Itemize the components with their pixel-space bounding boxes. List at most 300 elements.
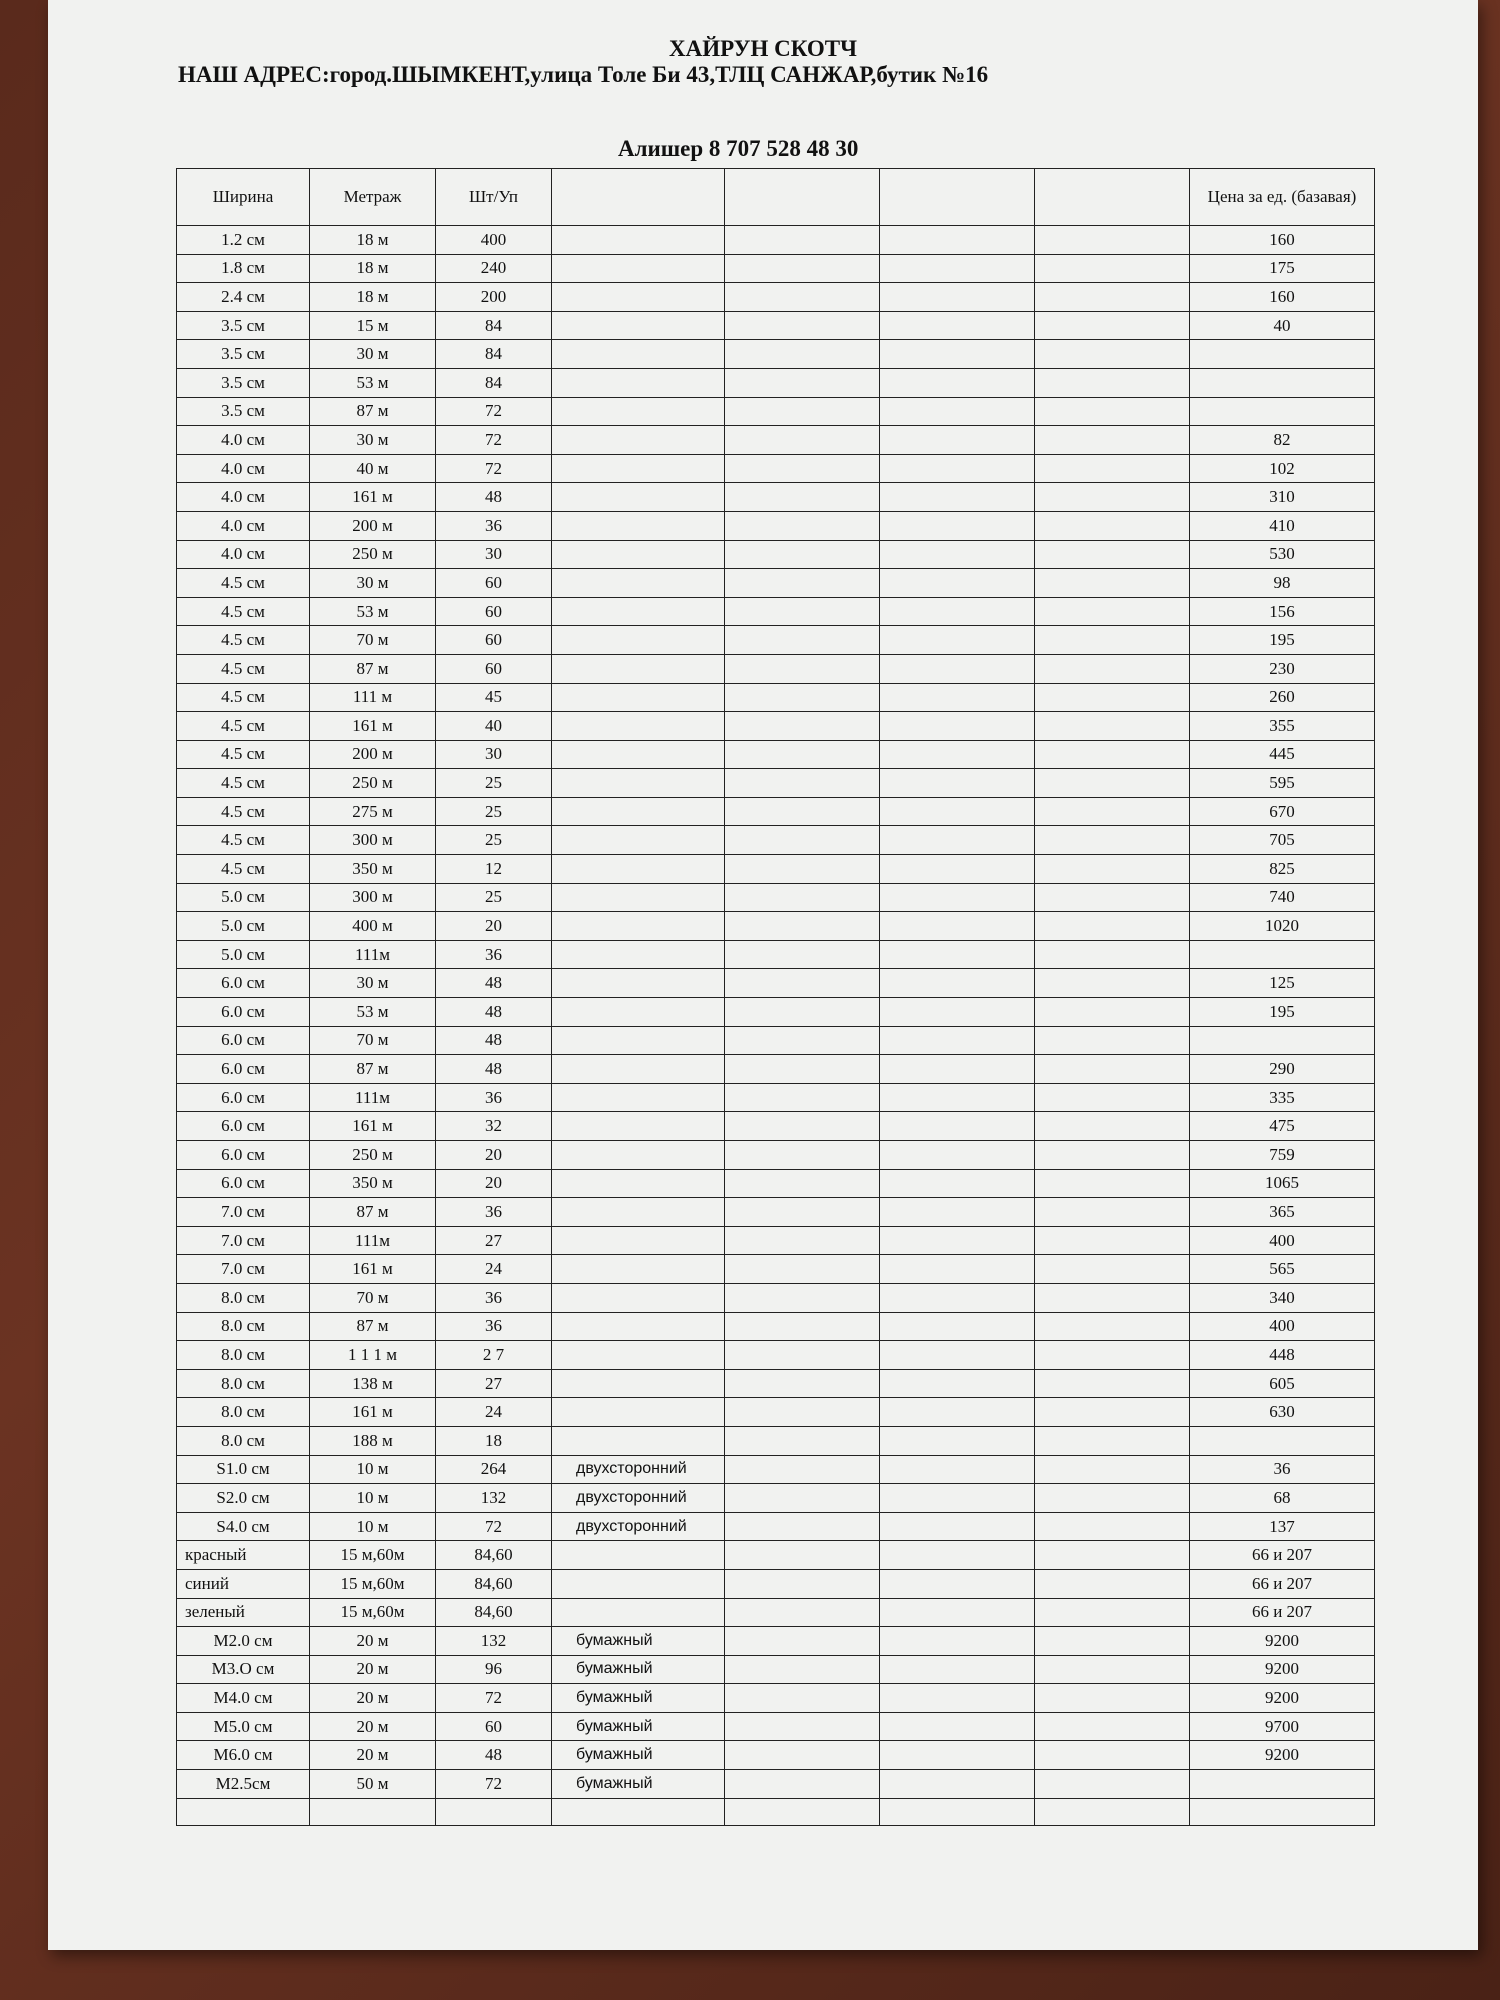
table-cell [725,769,880,798]
table-cell [725,1083,880,1112]
table-cell: 72 [436,1684,552,1713]
table-cell: 48 [436,998,552,1027]
table-cell: 60 [436,597,552,626]
table-cell [725,1255,880,1284]
table-cell: 72 [436,1770,552,1799]
table-cell [1035,226,1190,255]
table-row [177,1112,1375,1141]
table-cell [1035,883,1190,912]
table-row [177,969,1375,998]
column-header: Метраж [310,169,436,226]
table-row [177,998,1375,1027]
table-cell: 355 [1190,712,1375,741]
table-cell [1190,1798,1375,1825]
table-cell [1035,311,1190,340]
table-cell: 565 [1190,1255,1375,1284]
table-cell: 6.0 см [177,1112,310,1141]
table-row [177,683,1375,712]
table-cell: 10 м [310,1455,436,1484]
table-cell [880,368,1035,397]
table-cell: 84 [436,340,552,369]
table-row [177,254,1375,283]
table-row [177,1055,1375,1084]
table-row [177,1169,1375,1198]
table-cell [725,1026,880,1055]
table-row [177,454,1375,483]
table-cell [1035,397,1190,426]
table-cell [725,226,880,255]
table-cell [552,740,725,769]
table-cell: 48 [436,1741,552,1770]
table-cell: бумажный [552,1684,725,1713]
table-cell: 4.0 см [177,483,310,512]
table-cell: 30 м [310,426,436,455]
table-cell [725,1112,880,1141]
table-cell: 195 [1190,626,1375,655]
table-cell [552,1312,725,1341]
table-cell [552,540,725,569]
table-cell: 7.0 см [177,1255,310,1284]
table-cell [725,340,880,369]
table-row [177,654,1375,683]
table-row [177,883,1375,912]
table-cell [552,283,725,312]
table-cell [552,1083,725,1112]
table-row [177,540,1375,569]
table-cell: 18 м [310,226,436,255]
table-cell [552,712,725,741]
table-cell [1035,283,1190,312]
table-row [177,1398,1375,1427]
table-cell [880,254,1035,283]
table-cell: 1065 [1190,1169,1375,1198]
table-cell: бумажный [552,1770,725,1799]
table-row [177,226,1375,255]
table-row [177,769,1375,798]
table-cell [880,654,1035,683]
table-cell: 161 м [310,1255,436,1284]
table-cell: бумажный [552,1712,725,1741]
table-cell [552,1112,725,1141]
table-cell: 30 м [310,569,436,598]
table-cell [552,1398,725,1427]
table-cell: 6.0 см [177,1055,310,1084]
table-cell: 20 [436,912,552,941]
table-cell: M6.0 см [177,1741,310,1770]
table-cell [725,311,880,340]
table-row [177,1226,1375,1255]
table-cell [880,1112,1035,1141]
table-cell [880,283,1035,312]
table-cell: 18 [436,1426,552,1455]
table-cell [1035,1512,1190,1541]
table-cell [725,626,880,655]
table-cell: 2 7 [436,1341,552,1370]
table-cell [552,597,725,626]
table-cell: 4.0 см [177,426,310,455]
table-cell [552,940,725,969]
table-cell [1035,1398,1190,1427]
table-cell: 6.0 см [177,1083,310,1112]
table-cell: 87 м [310,1055,436,1084]
table-cell [1035,426,1190,455]
price-table-wrap [176,168,1374,1826]
table-cell: 98 [1190,569,1375,598]
table-cell [552,855,725,884]
table-cell [725,1169,880,1198]
table-cell: 60 [436,1712,552,1741]
table-cell: 9200 [1190,1684,1375,1713]
table-cell: 30 м [310,969,436,998]
table-cell [1035,740,1190,769]
table-cell [552,1169,725,1198]
table-row [177,1312,1375,1341]
table-cell: 4.5 см [177,654,310,683]
table-cell [725,826,880,855]
table-cell: 36 [436,940,552,969]
table-cell [880,569,1035,598]
table-cell [1190,368,1375,397]
table-cell: 4.0 см [177,511,310,540]
table-cell: 250 м [310,769,436,798]
table-cell: 8.0 см [177,1369,310,1398]
table-cell: 24 [436,1398,552,1427]
table-cell: 275 м [310,797,436,826]
table-cell: 82 [1190,426,1375,455]
table-cell [1035,1055,1190,1084]
table-cell: 48 [436,1026,552,1055]
table-cell [552,826,725,855]
table-cell [880,483,1035,512]
table-cell [880,855,1035,884]
table-cell [725,1798,880,1825]
table-cell: 8.0 см [177,1283,310,1312]
table-cell: 30 [436,540,552,569]
table-cell [1035,969,1190,998]
table-row [177,940,1375,969]
table-row [177,283,1375,312]
table-row [177,368,1375,397]
table-body [177,226,1375,1826]
table-cell [725,855,880,884]
table-cell [552,426,725,455]
table-cell: 400 [436,226,552,255]
table-cell: 20 м [310,1712,436,1741]
column-header: Цена за ед. (базавая) [1190,169,1375,226]
table-cell: 72 [436,426,552,455]
table-cell [725,1655,880,1684]
table-cell [552,1598,725,1627]
table-cell: S1.0 см [177,1455,310,1484]
table-cell: 9700 [1190,1712,1375,1741]
table-cell [1035,368,1190,397]
table-cell: 10 м [310,1484,436,1513]
table-cell [436,1798,552,1825]
table-row [177,340,1375,369]
table-cell [880,454,1035,483]
table-cell [1190,1026,1375,1055]
table-cell [1035,1741,1190,1770]
table-cell [552,1426,725,1455]
table-cell: 6.0 см [177,1169,310,1198]
table-cell: 9200 [1190,1655,1375,1684]
table-cell [1035,597,1190,626]
table-row [177,1426,1375,1455]
table-row [177,1083,1375,1112]
table-cell [725,883,880,912]
table-cell [552,998,725,1027]
table-cell [725,1684,880,1713]
table-cell: 6.0 см [177,969,310,998]
table-cell [1190,1426,1375,1455]
table-cell: 36 [436,1283,552,1312]
table-cell: бумажный [552,1741,725,1770]
table-cell: 5.0 см [177,883,310,912]
table-cell: 350 м [310,855,436,884]
table-cell [552,769,725,798]
table-cell: 36 [436,1198,552,1227]
table-cell: M2.5см [177,1770,310,1799]
table-cell [725,940,880,969]
table-cell: 25 [436,826,552,855]
table-cell [1035,1226,1190,1255]
table-cell [1035,1255,1190,1284]
table-cell [725,540,880,569]
table-cell [1035,1627,1190,1656]
table-cell: 60 [436,569,552,598]
table-row [177,826,1375,855]
table-cell [552,1369,725,1398]
table-cell: 50 м [310,1770,436,1799]
table-cell: 48 [436,969,552,998]
table-cell [725,397,880,426]
table-cell: 6.0 см [177,1141,310,1170]
table-cell: 759 [1190,1141,1375,1170]
table-cell: 260 [1190,683,1375,712]
table-cell: 4.0 см [177,540,310,569]
table-cell [1035,1598,1190,1627]
table-cell: 53 м [310,597,436,626]
table-cell: синий [177,1569,310,1598]
table-cell [880,740,1035,769]
table-cell: 87 м [310,397,436,426]
table-cell: 36 [436,511,552,540]
table-row [177,1341,1375,1370]
table-cell: 137 [1190,1512,1375,1541]
table-cell: 18 м [310,254,436,283]
table-cell [1190,1770,1375,1799]
table-cell: 445 [1190,740,1375,769]
table-cell: 3.5 см [177,340,310,369]
table-row [177,626,1375,655]
table-cell [880,1426,1035,1455]
table-cell: 6.0 см [177,998,310,1027]
table-cell [1035,1198,1190,1227]
table-cell [725,1741,880,1770]
table-cell: 40 м [310,454,436,483]
table-row [177,311,1375,340]
table-cell: 448 [1190,1341,1375,1370]
table-cell [552,1798,725,1825]
table-row [177,855,1375,884]
table-row [177,1026,1375,1055]
table-cell: 66 и 207 [1190,1598,1375,1627]
table-cell [725,511,880,540]
table-row [177,712,1375,741]
table-cell [1035,254,1190,283]
table-cell [1035,998,1190,1027]
table-cell [1035,654,1190,683]
table-cell: 4.5 см [177,826,310,855]
table-cell: 87 м [310,654,436,683]
table-row [177,397,1375,426]
table-cell [725,454,880,483]
table-row [177,1655,1375,1684]
table-cell: 20 [436,1141,552,1170]
table-cell [552,368,725,397]
table-cell [1035,569,1190,598]
table-cell: бумажный [552,1627,725,1656]
table-cell [880,1484,1035,1513]
table-cell [1035,1169,1190,1198]
table-cell: 3.5 см [177,397,310,426]
table-cell [880,1684,1035,1713]
table-cell [552,483,725,512]
table-cell [880,1655,1035,1684]
table-cell [880,397,1035,426]
table-cell [725,998,880,1027]
table-cell [725,1484,880,1513]
table-cell [880,1569,1035,1598]
table-cell: 40 [436,712,552,741]
table-cell [1035,1712,1190,1741]
table-cell: M4.0 см [177,1684,310,1713]
table-row [177,1798,1375,1825]
table-cell [880,940,1035,969]
table-cell: 595 [1190,769,1375,798]
table-cell: 1.2 см [177,226,310,255]
table-cell: 188 м [310,1426,436,1455]
table-cell [880,540,1035,569]
table-cell [552,1226,725,1255]
column-header: Шт/Уп [436,169,552,226]
table-cell [1190,397,1375,426]
table-cell [725,1770,880,1799]
table-cell [1035,511,1190,540]
table-cell: 84 [436,311,552,340]
table-cell: 12 [436,855,552,884]
table-cell: 4.5 см [177,712,310,741]
column-header [1035,169,1190,226]
table-cell [1035,1684,1190,1713]
table-cell [552,969,725,998]
table-cell [725,569,880,598]
table-cell: 53 м [310,998,436,1027]
table-cell [1035,1083,1190,1112]
table-cell [1035,340,1190,369]
table-cell [552,1026,725,1055]
table-cell: S2.0 см [177,1484,310,1513]
table-cell [725,1198,880,1227]
table-cell [725,1369,880,1398]
table-cell: 84,60 [436,1569,552,1598]
table-cell [880,1226,1035,1255]
table-cell [552,569,725,598]
table-cell: 300 м [310,883,436,912]
table-cell [552,1283,725,1312]
table-cell [177,1798,310,1825]
table-cell: M3.O см [177,1655,310,1684]
table-cell: 605 [1190,1369,1375,1398]
table-row [177,511,1375,540]
table-cell [1190,940,1375,969]
table-cell [725,1512,880,1541]
table-cell: 125 [1190,969,1375,998]
table-cell: 161 м [310,483,436,512]
table-cell: 5.0 см [177,940,310,969]
table-cell: 740 [1190,883,1375,912]
table-cell: 5.0 см [177,912,310,941]
table-cell: зеленый [177,1598,310,1627]
table-cell: 70 м [310,626,436,655]
table-cell: 30 [436,740,552,769]
table-cell [1035,712,1190,741]
table-cell [552,912,725,941]
table-cell [552,226,725,255]
table-cell: 72 [436,454,552,483]
table-cell [880,1083,1035,1112]
table-cell: 300 м [310,826,436,855]
table-cell: 2.4 см [177,283,310,312]
table-cell: 400 [1190,1226,1375,1255]
table-cell [552,626,725,655]
table-cell: 96 [436,1655,552,1684]
table-cell: 200 м [310,740,436,769]
table-cell: 30 м [310,340,436,369]
table-cell [880,1341,1035,1370]
company-address: НАШ АДРЕС:город.ШЫМКЕНТ,улица Толе Би 43,ТЛЦ САНЖАР,бутик №16 [178,62,989,87]
table-cell [725,1627,880,1656]
table-cell [725,712,880,741]
table-cell: 200 [436,283,552,312]
table-cell: 45 [436,683,552,712]
table-cell [1035,626,1190,655]
table-cell [880,1141,1035,1170]
table-cell: 32 [436,1112,552,1141]
table-row [177,1684,1375,1713]
table-cell [880,1541,1035,1570]
table-cell: 350 м [310,1169,436,1198]
table-cell: 250 м [310,540,436,569]
table-cell [725,1341,880,1370]
table-cell [725,1055,880,1084]
table-cell: 84,60 [436,1541,552,1570]
table-cell: 230 [1190,654,1375,683]
table-row [177,1770,1375,1799]
table-cell [725,1426,880,1455]
table-cell [725,1569,880,1598]
table-cell [1035,1341,1190,1370]
table-cell: M2.0 см [177,1627,310,1656]
table-cell: 4.5 см [177,683,310,712]
column-header: Ширина [177,169,310,226]
table-cell [725,426,880,455]
table-cell [725,483,880,512]
table-cell [880,683,1035,712]
table-cell [880,1312,1035,1341]
table-cell: 138 м [310,1369,436,1398]
table-cell: 670 [1190,797,1375,826]
